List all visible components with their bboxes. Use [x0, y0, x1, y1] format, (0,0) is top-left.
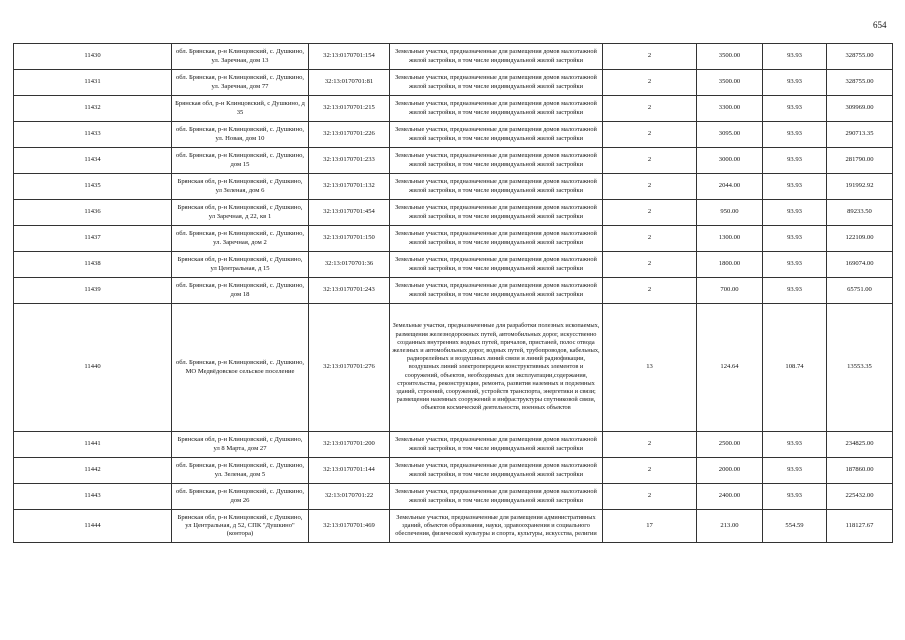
area-cell: 2044.00	[697, 174, 763, 200]
cadastral-number-cell: 32:13:0170701:276	[309, 304, 390, 432]
specific-value-cell: 93.93	[763, 252, 827, 278]
specific-value-cell: 93.93	[763, 122, 827, 148]
row-number-cell: 11444	[14, 510, 172, 543]
row-number-cell: 11443	[14, 484, 172, 510]
cadastral-number-cell: 32:13:0170701:81	[309, 70, 390, 96]
table-row	[14, 304, 893, 432]
land-purpose-cell: Земельные участки, предназначенные для размещения домов малоэтажной жилой застройки, в том числе индивидуальной жилой застройки	[390, 148, 603, 174]
specific-value-cell: 93.93	[763, 484, 827, 510]
table-row	[14, 278, 893, 304]
use-code-cell: 2	[603, 122, 697, 148]
use-code-cell: 17	[603, 510, 697, 543]
cadastral-value-cell: 65751.00	[827, 278, 893, 304]
cadastral-number-cell: 32:13:0170701:226	[309, 122, 390, 148]
address-cell: обл. Брянская, р-н Клинцовский, с. Душкино, ул. Заречная, дом 77	[172, 70, 309, 96]
row-number-cell: 11437	[14, 226, 172, 252]
table-row	[14, 510, 893, 543]
use-code-cell: 2	[603, 174, 697, 200]
area-cell: 3095.00	[697, 122, 763, 148]
area-cell: 1800.00	[697, 252, 763, 278]
table-row	[14, 148, 893, 174]
row-number-cell: 11442	[14, 458, 172, 484]
cadastral-value-cell: 234825.00	[827, 432, 893, 458]
area-cell: 3500.00	[697, 70, 763, 96]
cadastral-value-cell: 290713.35	[827, 122, 893, 148]
area-cell: 3300.00	[697, 96, 763, 122]
cadastral-number-cell: 32:13:0170701:154	[309, 44, 390, 70]
area-cell: 2400.00	[697, 484, 763, 510]
row-number-cell: 11430	[14, 44, 172, 70]
cadastral-number-cell: 32:13:0170701:144	[309, 458, 390, 484]
cadastral-value-cell: 169074.00	[827, 252, 893, 278]
table-row	[14, 226, 893, 252]
use-code-cell: 2	[603, 96, 697, 122]
land-purpose-cell: Земельные участки, предназначенные для размещения домов малоэтажной жилой застройки, в том числе индивидуальной жилой застройки	[390, 484, 603, 510]
cadastral-number-cell: 32:13:0170701:469	[309, 510, 390, 543]
cadastral-value-cell: 122109.00	[827, 226, 893, 252]
specific-value-cell: 108.74	[763, 304, 827, 432]
cadastral-number-cell: 32:13:0170701:22	[309, 484, 390, 510]
row-number-cell: 11436	[14, 200, 172, 226]
cadastral-value-cell: 328755.00	[827, 70, 893, 96]
address-cell: Брянская обл, р-н Клинцовский, с Душкино, ул Центральная, д 15	[172, 252, 309, 278]
cadastral-number-cell: 32:13:0170701:243	[309, 278, 390, 304]
address-cell: обл. Брянская, р-н Клинцовский, с. Душкино, ул. Заречная, дом 13	[172, 44, 309, 70]
row-number-cell: 11435	[14, 174, 172, 200]
specific-value-cell: 93.93	[763, 96, 827, 122]
cadastral-value-cell: 13553.35	[827, 304, 893, 432]
row-number-cell: 11438	[14, 252, 172, 278]
land-purpose-cell: Земельные участки, предназначенные для размещения домов малоэтажной жилой застройки, в том числе индивидуальной жилой застройки	[390, 200, 603, 226]
specific-value-cell: 93.93	[763, 148, 827, 174]
specific-value-cell: 93.93	[763, 200, 827, 226]
land-purpose-cell: Земельные участки, предназначенные для размещения административных зданий, объектов образования, науки, здравоохранения и социального обеспечения, физической культуры и спорта, культуры, искусства, религии	[390, 510, 603, 543]
table-row	[14, 484, 893, 510]
land-purpose-cell: Земельные участки, предназначенные для размещения домов малоэтажной жилой застройки, в том числе индивидуальной жилой застройки	[390, 96, 603, 122]
use-code-cell: 2	[603, 432, 697, 458]
address-cell: обл. Брянская, р-н Клинцовский, с. Душкино, дом 15	[172, 148, 309, 174]
cadastral-value-cell: 328755.00	[827, 44, 893, 70]
row-number-cell: 11431	[14, 70, 172, 96]
specific-value-cell: 93.93	[763, 174, 827, 200]
cadastral-number-cell: 32:13:0170701:150	[309, 226, 390, 252]
specific-value-cell: 554.59	[763, 510, 827, 543]
land-purpose-cell: Земельные участки, предназначенные для размещения домов малоэтажной жилой застройки, в том числе индивидуальной жилой застройки	[390, 122, 603, 148]
row-number-cell: 11440	[14, 304, 172, 432]
cadastral-number-cell: 32:13:0170701:233	[309, 148, 390, 174]
land-purpose-cell: Земельные участки, предназначенные для размещения домов малоэтажной жилой застройки, в том числе индивидуальной жилой застройки	[390, 458, 603, 484]
address-cell: обл. Брянская, р-н Клинцовский, с. Душкино, дом 18	[172, 278, 309, 304]
cadastral-number-cell: 32:13:0170701:36	[309, 252, 390, 278]
area-cell: 1300.00	[697, 226, 763, 252]
page-number: 654	[873, 20, 887, 30]
address-cell: Брянская обл, р-н Клинцовский, с Душкино, ул 8 Марта, дом 27	[172, 432, 309, 458]
specific-value-cell: 93.93	[763, 278, 827, 304]
row-number-cell: 11432	[14, 96, 172, 122]
area-cell: 3500.00	[697, 44, 763, 70]
table-row	[14, 200, 893, 226]
address-cell: обл. Брянская, р-н Клинцовский, с. Душкино, ул. Заречная, дом 2	[172, 226, 309, 252]
area-cell: 2500.00	[697, 432, 763, 458]
table-row	[14, 96, 893, 122]
use-code-cell: 2	[603, 226, 697, 252]
address-cell: обл. Брянская, р-н Клинцовский, с. Душкино, ул. Новая, дом 10	[172, 122, 309, 148]
cadastral-number-cell: 32:13:0170701:200	[309, 432, 390, 458]
table-row	[14, 252, 893, 278]
cadastral-number-cell: 32:13:0170701:215	[309, 96, 390, 122]
area-cell: 700.00	[697, 278, 763, 304]
row-number-cell: 11441	[14, 432, 172, 458]
table-row	[14, 122, 893, 148]
row-number-cell: 11434	[14, 148, 172, 174]
address-cell: Брянская обл, р-н Клинцовский, с Душкино, ул Зеленая, дом 6	[172, 174, 309, 200]
row-number-cell: 11433	[14, 122, 172, 148]
address-cell: обл. Брянская, р-н Клинцовский, с. Душкино, МО Медвёдовское сельское поселение	[172, 304, 309, 432]
land-purpose-cell: Земельные участки, предназначенные для размещения домов малоэтажной жилой застройки, в том числе индивидуальной жилой застройки	[390, 252, 603, 278]
cadastral-number-cell: 32:13:0170701:132	[309, 174, 390, 200]
cadastral-number-cell: 32:13:0170701:454	[309, 200, 390, 226]
area-cell: 124.64	[697, 304, 763, 432]
use-code-cell: 2	[603, 458, 697, 484]
use-code-cell: 2	[603, 148, 697, 174]
table-row	[14, 70, 893, 96]
table-row	[14, 44, 893, 70]
specific-value-cell: 93.93	[763, 70, 827, 96]
specific-value-cell: 93.93	[763, 432, 827, 458]
cadastral-value-cell: 187860.00	[827, 458, 893, 484]
use-code-cell: 2	[603, 44, 697, 70]
table-row	[14, 174, 893, 200]
land-register-table	[13, 43, 893, 543]
row-number-cell: 11439	[14, 278, 172, 304]
use-code-cell: 2	[603, 70, 697, 96]
use-code-cell: 2	[603, 252, 697, 278]
address-cell: Брянская обл, р-н Клинцовский, с Душкино, ул Заречная, д 22, кв 1	[172, 200, 309, 226]
area-cell: 3000.00	[697, 148, 763, 174]
land-purpose-cell: Земельные участки, предназначенные для размещения домов малоэтажной жилой застройки, в том числе индивидуальной жилой застройки	[390, 432, 603, 458]
cadastral-value-cell: 89233.50	[827, 200, 893, 226]
cadastral-value-cell: 118127.67	[827, 510, 893, 543]
table-row	[14, 458, 893, 484]
address-cell: обл. Брянская, р-н Клинцовский, с. Душкино, ул. Зеленая, дом 5	[172, 458, 309, 484]
cadastral-value-cell: 281790.00	[827, 148, 893, 174]
area-cell: 2000.00	[697, 458, 763, 484]
cadastral-value-cell: 191992.92	[827, 174, 893, 200]
area-cell: 213.00	[697, 510, 763, 543]
area-cell: 950.00	[697, 200, 763, 226]
use-code-cell: 13	[603, 304, 697, 432]
address-cell: обл. Брянская, р-н Клинцовский, с. Душкино, дом 26	[172, 484, 309, 510]
specific-value-cell: 93.93	[763, 44, 827, 70]
land-purpose-cell: Земельные участки, предназначенные для размещения домов малоэтажной жилой застройки, в том числе индивидуальной жилой застройки	[390, 174, 603, 200]
address-cell: Брянская обл, р-н Клинцовский, с Душкино, д 35	[172, 96, 309, 122]
specific-value-cell: 93.93	[763, 226, 827, 252]
land-purpose-cell: Земельные участки, предназначенные для размещения домов малоэтажной жилой застройки, в том числе индивидуальной жилой застройки	[390, 70, 603, 96]
use-code-cell: 2	[603, 278, 697, 304]
table-row	[14, 432, 893, 458]
land-purpose-cell: Земельные участки, предназначенные для разработки полезных ископаемых, размещения железнодорожных путей, автомобильных дорог, искусственно созданных внутренних водных путей, причалов, пристаней, полос отвода железных и автомобильных дорог, водных путей, трубопроводов, кабельных, радиорелейных и воздушных линий связи и линий радиофикации, воздушных линий электропередачи конструктивных элементов и сооружений, объектов, необходимых для эксплуатации,содержания, строительства, реконструкции, ремонта, развития наземных и подземных зданий, строений, сооружений, устройств транспорта, энергетики и связи; размещения наземных сооружений и инфраструктуры спутниковой связи, объектов космической деятельности, военных объектов	[390, 304, 603, 432]
land-purpose-cell: Земельные участки, предназначенные для размещения домов малоэтажной жилой застройки, в том числе индивидуальной жилой застройки	[390, 226, 603, 252]
land-purpose-cell: Земельные участки, предназначенные для размещения домов малоэтажной жилой застройки, в том числе индивидуальной жилой застройки	[390, 278, 603, 304]
address-cell: Брянская обл, р-н Клинцовский, с Душкино, ул Центральная, д 52, СПК "Душкино" (контора)	[172, 510, 309, 543]
specific-value-cell: 93.93	[763, 458, 827, 484]
use-code-cell: 2	[603, 200, 697, 226]
cadastral-value-cell: 225432.00	[827, 484, 893, 510]
use-code-cell: 2	[603, 484, 697, 510]
land-purpose-cell: Земельные участки, предназначенные для размещения домов малоэтажной жилой застройки, в том числе индивидуальной жилой застройки	[390, 44, 603, 70]
cadastral-value-cell: 309969.00	[827, 96, 893, 122]
